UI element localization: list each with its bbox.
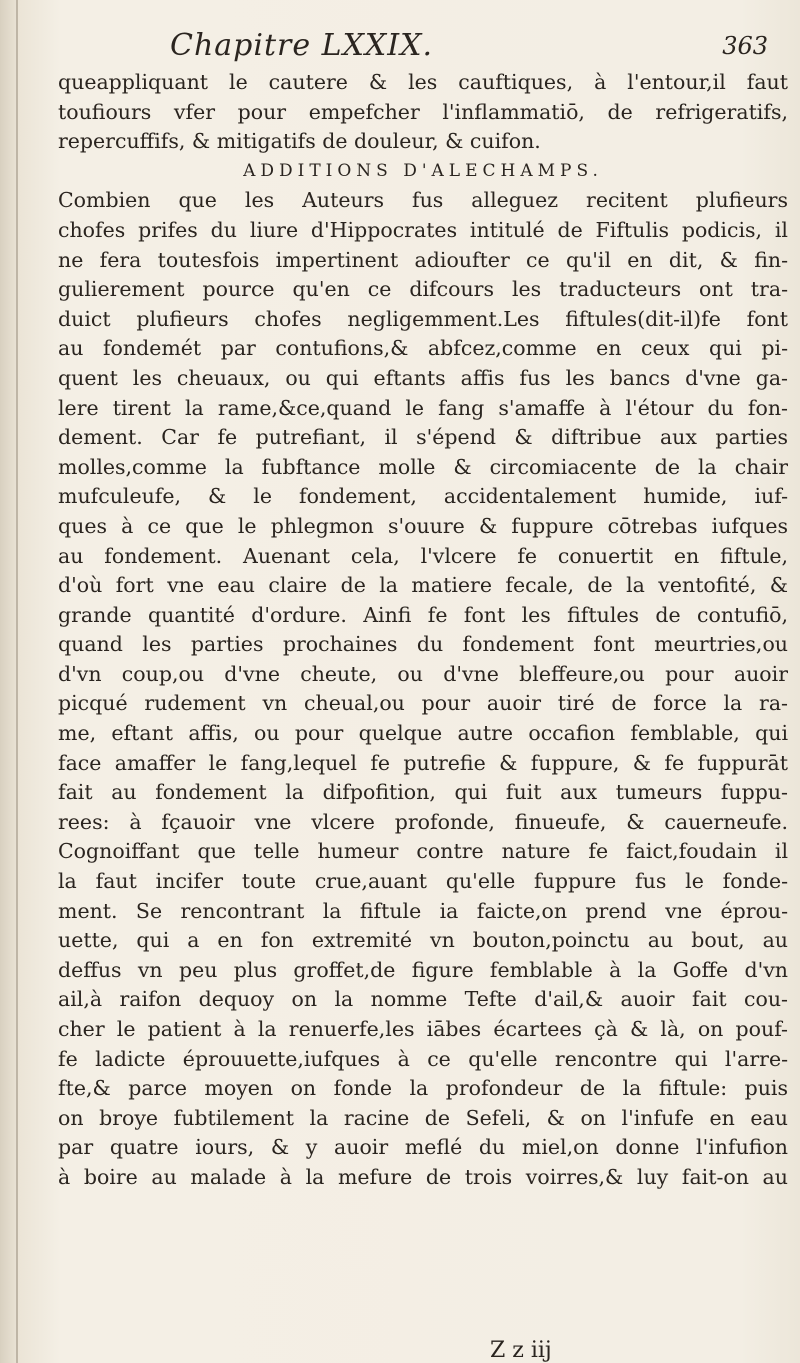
text-line: d'où fort vne eau claire de la matiere fecale, de la ventofité, & (58, 573, 788, 598)
text-line: Cognoiffant que telle humeur contre nature fe faict,foudain il (58, 839, 788, 864)
section-heading: ADDITIONS D'ALECHAMPS. (243, 160, 603, 181)
signature-mark: Z z iij (490, 1338, 552, 1363)
text-line: picqué rudement vn cheual,ou pour auoir tiré de force la ra- (58, 691, 788, 716)
text-line: Combien que les Auteurs fus alleguez recitent plufieurs (58, 188, 788, 213)
text-line: me, eftant affis, ou pour quelque autre occafion femblable, qui (58, 721, 788, 746)
text-line: dement. Car fe putrefiant, il s'épend & diftribue aux parties (58, 425, 788, 450)
text-line: la faut incifer toute crue,auant qu'elle fuppure fus le fonde- (58, 869, 788, 894)
text-line: lere tirent la rame,&ce,quand le fang s'amaffe à l'étour du fon- (58, 395, 788, 420)
text-line: ment. Se rencontrant la fiftule ia faicte,on prend vne éprou- (58, 898, 788, 923)
text-line: au fondement. Auenant cela, l'vlcere fe conuertit en fiftule, (58, 543, 788, 568)
text-line: gulierement pource qu'en ce difcours les traducteurs ont tra- (58, 277, 788, 302)
text-line: d'vn coup,ou d'vne cheute, ou d'vne bleffeure,ou pour auoir (58, 661, 788, 686)
text-line: mufculeufe, & le fondement, accidentalement humide, iuf- (58, 484, 788, 509)
text-line: par quatre iours, & y auoir meflé du miel,on donne l'infufion (58, 1135, 788, 1160)
page-gutter (16, 0, 18, 1363)
body-text (58, 68, 788, 1193)
text-line: rees: à fçauoir vne vlcere profonde, finueufe, & cauerneufe. (58, 809, 788, 834)
text-line: ne fera toutesfois impertinent adioufter ce qu'il en dit, & fin- (58, 247, 788, 272)
text-line: au fondemét par contufions,& abfcez,comme en ceux qui pi- (58, 336, 788, 361)
text-line: fte,& parce moyen on fonde la profondeur de la fiftule: puis (58, 1076, 788, 1101)
text-line: ail,à raifon dequoy on la nomme Tefte d'ail,& auoir fait cou- (58, 987, 788, 1012)
text-line: duict plufieurs chofes negligemment.Les fiftules(dit-il)fe font (58, 306, 788, 331)
page-header (0, 28, 800, 68)
text-line: queappliquant le cautere & les cauftiques, à l'entour,il faut (58, 70, 788, 94)
text-line: molles,comme la fubftance molle & circomiacente de la chair (58, 454, 788, 479)
text-line: ques à ce que le phlegmon s'ouure & fuppure cōtrebas iufques (58, 513, 788, 538)
text-line: quand les parties prochaines du fondement font meurtries,ou (58, 632, 788, 657)
text-line: face amaffer le fang,lequel fe putrefie & fuppure, & fe fuppurāt (58, 750, 788, 775)
running-title: Chapitre LXXIX. (170, 28, 434, 63)
text-line: uette, qui a en fon extremité vn bouton,poinctu au bout, au (58, 928, 788, 953)
text-line: on broye fubtilement la racine de Sefeli, & on l'infufe en eau (58, 1105, 788, 1130)
text-line: cher le patient à la renuerfe,les iābes écartees çà & là, on pouf- (58, 1017, 788, 1041)
text-line: fait au fondement la difpofition, qui fuit aux tumeurs fuppu- (58, 780, 788, 805)
text-line: toufiours vfer pour empefcher l'inflammatiō, de refrigeratifs, (58, 99, 788, 124)
page-number: 363 (722, 32, 768, 60)
text-line: fe ladicte éprouuette,iufques à ce qu'elle rencontre qui l'arre- (58, 1046, 788, 1071)
text-line: chofes prifes du liure d'Hippocrates intitulé de Fiftulis podicis, il (58, 217, 788, 242)
text-line: grande quantité d'ordure. Ainfi fe font les fiftules de contufiō, (58, 602, 788, 627)
text-line: repercuffifs, & mitigatifs de douleur, & cuifon. (58, 129, 541, 154)
text-line: deffus vn peu plus groffet,de figure femblable à la Goffe d'vn (58, 957, 788, 982)
text-line: quent les cheuaux, ou qui eftants affis fus les bancs d'vne ga- (58, 365, 788, 390)
text-line: à boire au malade à la mefure de trois voirres,& luy fait-on au (58, 1164, 788, 1189)
